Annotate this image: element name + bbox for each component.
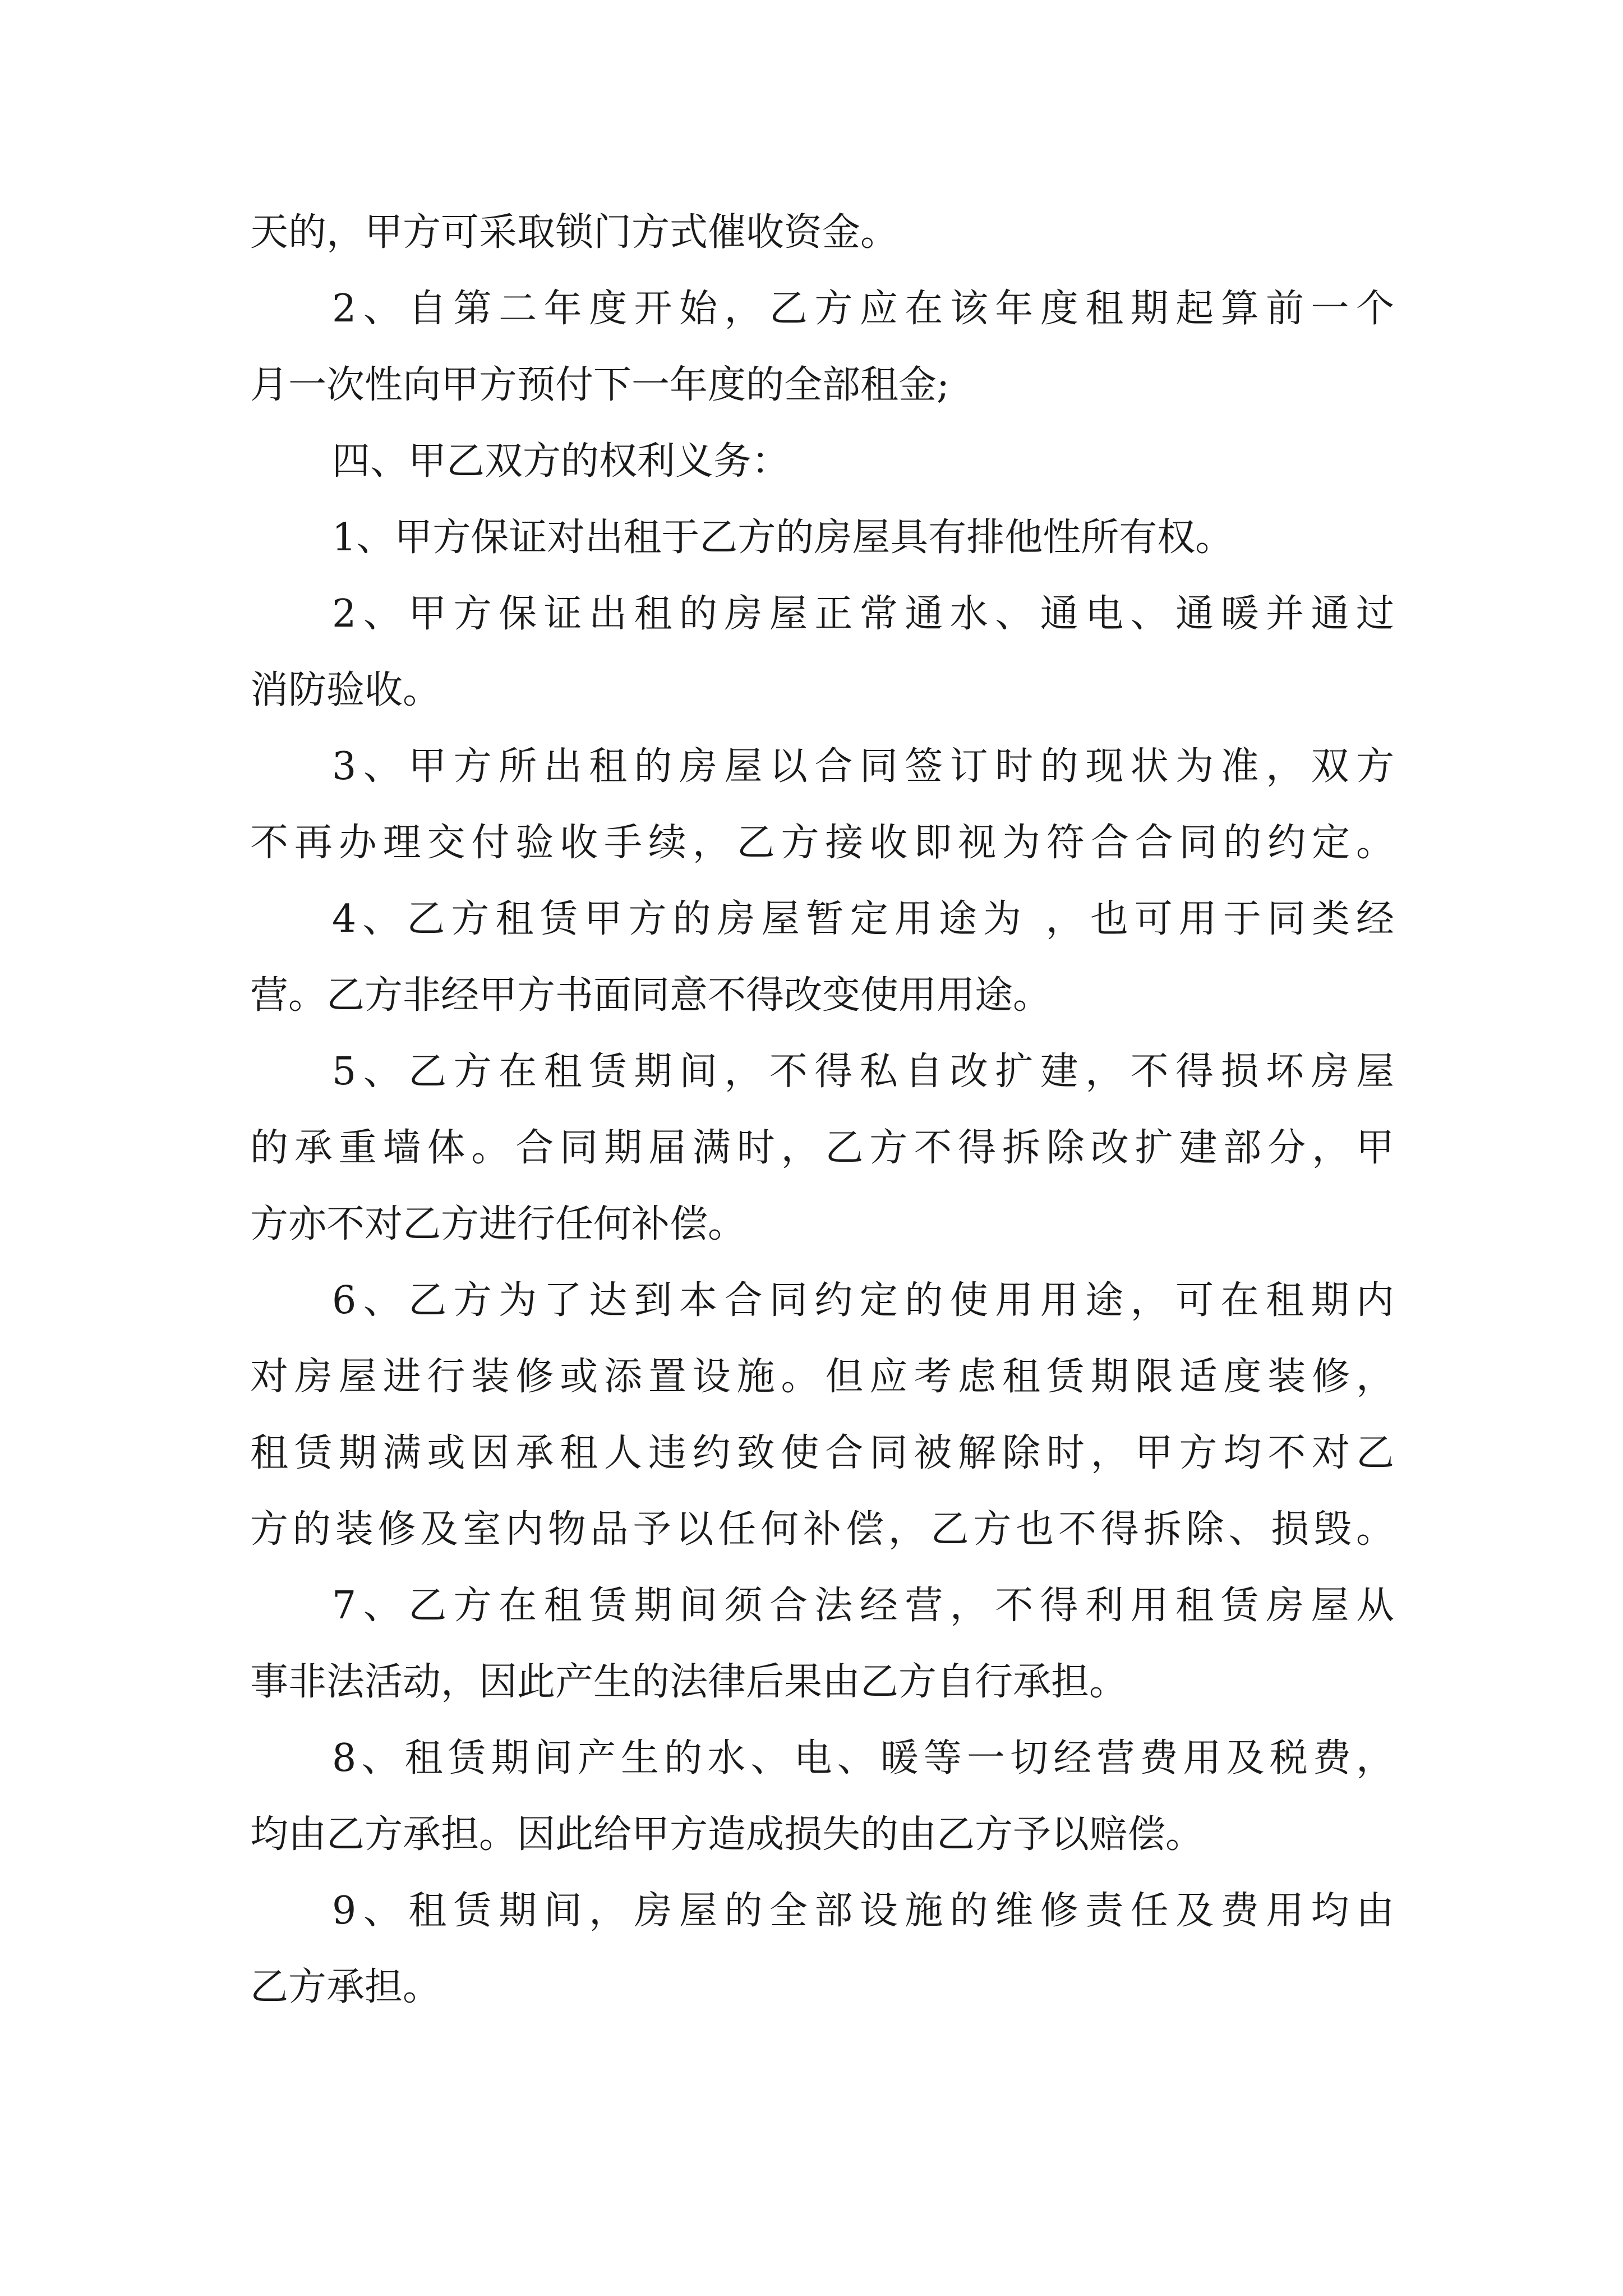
text-line: 对房屋进行装修或添置设施。但应考虑租赁期限适度装修， [250, 1355, 1394, 1399]
text-line: 8、租赁期间产生的水、电、暖等一切经营费用及税费， [332, 1736, 1394, 1780]
text-line: 租赁期满或因承租人违约致使合同被解除时，甲方均不对乙 [250, 1431, 1394, 1475]
text-line: 6、乙方为了达到本合同约定的使用用途，可在租期内 [332, 1278, 1394, 1323]
document-body [250, 202, 1394, 2033]
text-line: 天的，甲方可采取锁门方式催收资金。 [250, 210, 899, 255]
text-line: 7、乙方在租赁期间须合法经营，不得利用租赁房屋从 [332, 1584, 1394, 1628]
text-line: 事非法活动，因此产生的法律后果由乙方自行承担。 [250, 1660, 1128, 1704]
text-line: 不再办理交付验收手续，乙方接收即视为符合合同的约定。 [250, 821, 1394, 865]
text-line: 9、租赁期间，房屋的全部设施的维修责任及费用均由 [332, 1889, 1394, 1933]
text-line: 1、甲方保证对出租于乙方的房屋具有排他性所有权。 [332, 516, 1234, 560]
text-line: 2、甲方保证出租的房屋正常通水、通电、通暖并通过 [332, 592, 1394, 636]
text-line: 均由乙方承担。因此给甲方造成损失的由乙方予以赔偿。 [250, 1812, 1204, 1857]
text-line: 5、乙方在租赁期间，不得私自改扩建，不得损坏房屋 [332, 1050, 1394, 1094]
section-heading: 四、甲乙双方的权利义务： [332, 439, 790, 484]
text-line: 4、乙方租赁甲方的房屋暂定用途为 ，也可用于同类经 [332, 897, 1394, 941]
text-line: 消防验收。 [250, 668, 441, 712]
text-line: 3、甲方所出租的房屋以合同签订时的现状为准，双方 [332, 744, 1394, 789]
text-line: 方的装修及室内物品予以任何补偿，乙方也不得拆除、损毁。 [250, 1507, 1394, 1552]
text-line: 营。乙方非经甲方书面同意不得改变使用用途。 [250, 973, 1052, 1018]
text-line: 的承重墙体。合同期届满时，乙方不得拆除改扩建部分，甲 [250, 1126, 1394, 1170]
text-line: 方亦不对乙方进行任何补偿。 [250, 1202, 746, 1246]
text-line: 2、自第二年度开始，乙方应在该年度租期起算前一个 [332, 287, 1394, 331]
text-line: 乙方承担。 [250, 1965, 441, 2009]
text-line: 月一次性向甲方预付下一年度的全部租金; [250, 363, 949, 407]
